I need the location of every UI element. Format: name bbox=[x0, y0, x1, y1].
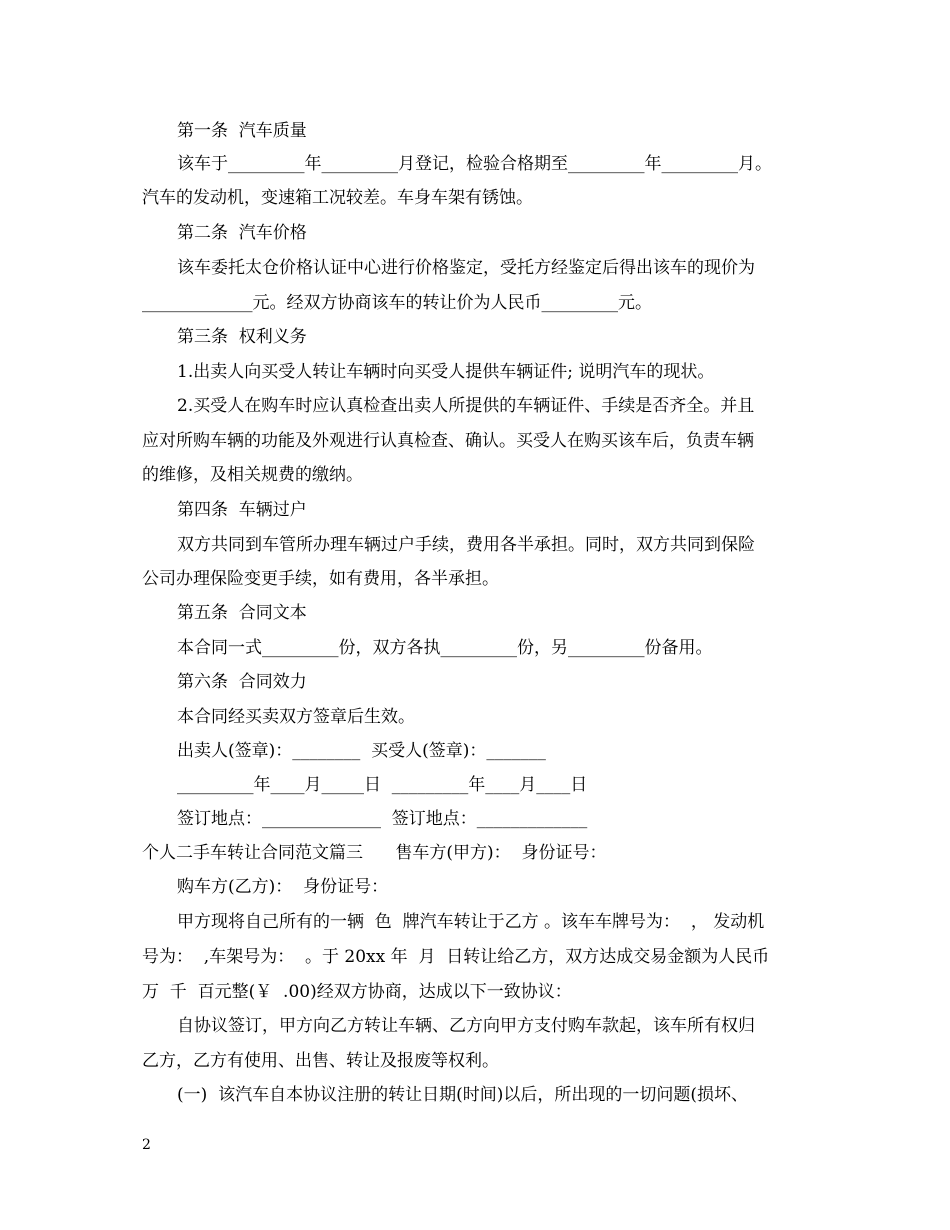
date-line: _________年____月_____日 _________年____月____日 bbox=[177, 775, 588, 795]
paragraph-line: 本合同一式_________份，双方各执_________份，另_________份备用。 bbox=[177, 638, 713, 658]
paragraph-line: 号为： ,车架号为： 。于 20xx 年 月 日转让给乙方，双方达成交易金额为人民币 bbox=[142, 947, 770, 967]
paragraph-line: _____________元。经双方协商该车的转让价为人民币_________元。 bbox=[142, 293, 652, 313]
paragraph-line: 汽车的发动机，变速箱工况较差。车身车架有锈蚀。 bbox=[142, 188, 533, 208]
paragraph-line: 1.出卖人向买受人转让车辆时向买受人提供车辆证件; 说明汽车的现状。 bbox=[177, 362, 715, 382]
section-title: 个人二手车转让合同范文篇三 售车方(甲方)： 身份证号： bbox=[142, 843, 607, 863]
paragraph-line: 公司办理保险变更手续，如有费用，各半承担。 bbox=[142, 569, 499, 589]
paragraph-line: 的维修，及相关规费的缴纳。 bbox=[142, 465, 363, 485]
paragraph-line: 该车委托太仓价格认证中心进行价格鉴定，受托方经鉴定后得出该车的现价为 bbox=[177, 258, 755, 278]
paragraph-line: 双方共同到车管所办理车辆过户手续，费用各半承担。同时，双方共同到保险 bbox=[177, 535, 755, 555]
paragraph-line: 乙方，乙方有使用、出售、转让及报废等权利。 bbox=[142, 1051, 499, 1071]
place-line: 签订地点：______________ 签订地点：_____________ bbox=[177, 809, 588, 829]
paragraph-line: 本合同经买卖双方签章后生效。 bbox=[177, 707, 415, 727]
article-5-heading: 第五条 合同文本 bbox=[177, 603, 307, 623]
paragraph-line: 自协议签订，甲方向乙方转让车辆、乙方向甲方支付购车款起，该车所有权归 bbox=[177, 1016, 755, 1036]
paragraph-line: (一) 该汽车自本协议注册的转让日期(时间)以后，所出现的一切问题(损坏、 bbox=[177, 1085, 748, 1105]
page-number: 2 bbox=[142, 1137, 151, 1153]
article-2-heading: 第二条 汽车价格 bbox=[177, 223, 307, 243]
paragraph-line: 万 千 百元整(￥ .00)经双方协商，达成以下一致协议： bbox=[142, 982, 572, 1002]
paragraph-line: 购车方(乙方)： 身份证号： bbox=[177, 877, 389, 897]
paragraph-line: 甲方现将自己所有的一辆 色 牌汽车转让于乙方 。该车车牌号为： ， 发动机 bbox=[177, 912, 765, 932]
article-3-heading: 第三条 权利义务 bbox=[177, 327, 307, 347]
signature-line: 出卖人(签章)：________ 买受人(签章)：_______ bbox=[177, 741, 546, 761]
paragraph-line: 2.买受人在购车时应认真检查出卖人所提供的车辆证件、手续是否齐全。并且 bbox=[177, 396, 755, 416]
article-6-heading: 第六条 合同效力 bbox=[177, 672, 307, 692]
article-1-heading: 第一条 汽车质量 bbox=[177, 121, 307, 141]
paragraph-line: 应对所购车辆的功能及外观进行认真检查、确认。买受人在购买该车后，负责车辆 bbox=[142, 431, 754, 451]
paragraph-line: 该车于_________年_________月登记，检验合格期至_________年_________月。 bbox=[177, 154, 772, 174]
article-4-heading: 第四条 车辆过户 bbox=[177, 500, 307, 520]
